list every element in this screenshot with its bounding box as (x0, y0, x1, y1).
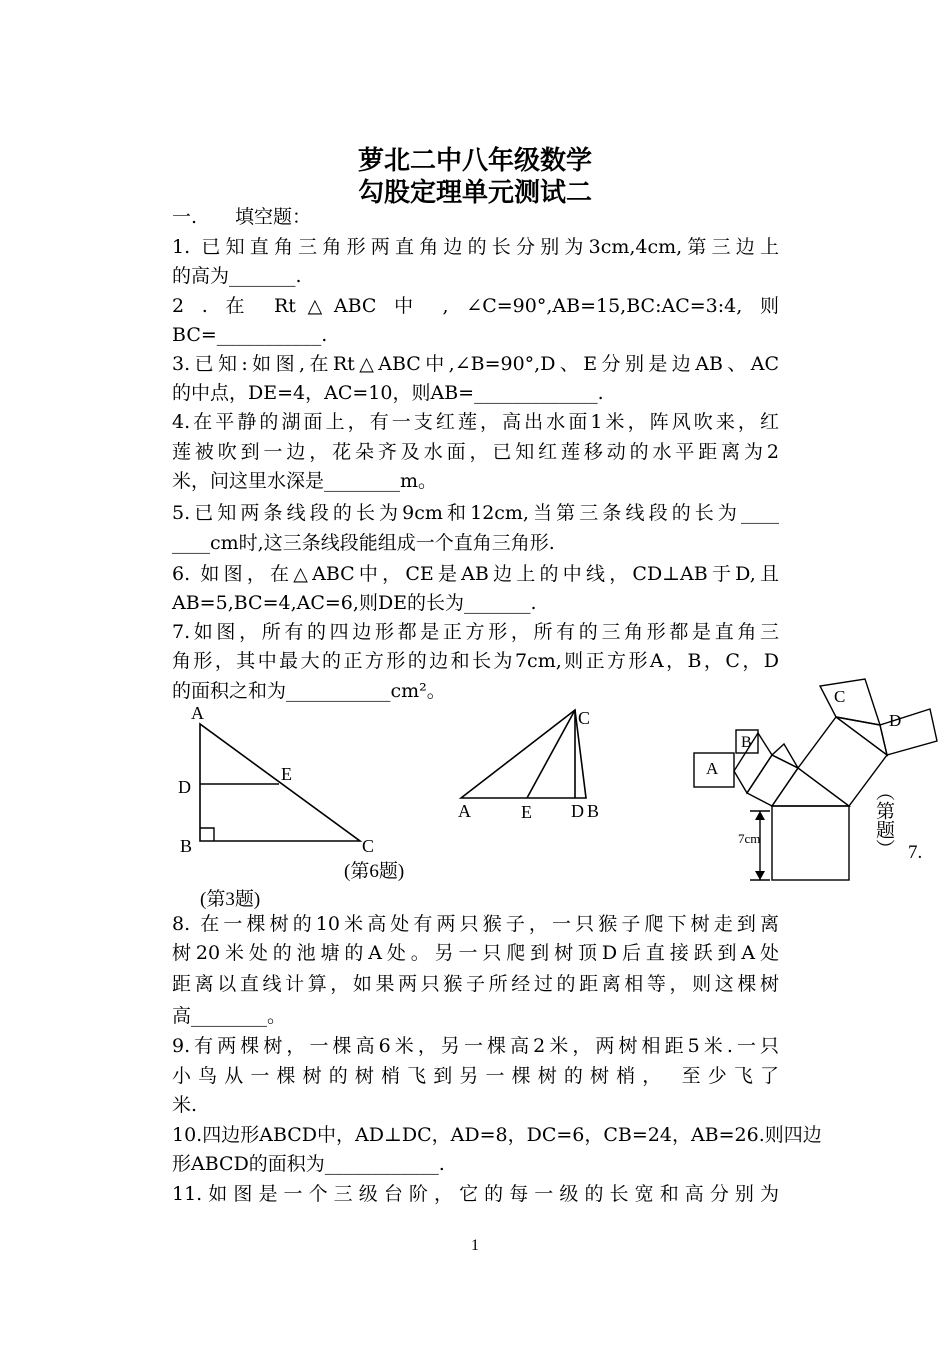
text-line: 树20米处的池塘的A处。另一只爬到树顶D后直接跃到A处 (172, 942, 779, 964)
fig6-label-d: D (571, 801, 584, 821)
fig6-caption: (第6题) (344, 861, 405, 882)
text-line: 高________。 (172, 1005, 287, 1027)
text-line: 4.在平静的湖面上，有一支红莲，高出水面1米，阵风吹来，红 (172, 411, 779, 433)
text-line: 3.已知:如图,在Rt△ABC中,∠B=90°,D、E分别是边AB、AC (172, 353, 779, 375)
text-line: 小鸟从一棵树的树梢飞到另一棵树的树梢， 至少飞了 (172, 1065, 779, 1087)
text-line: 9.有两棵树，一棵高6米，另一棵高2米，两树相距5米.一只 (172, 1035, 779, 1057)
fig7-label-c: C (834, 687, 846, 706)
fig7-dimension-label: 7cm (738, 831, 761, 846)
section-heading: 一. 填空题： (172, 206, 312, 228)
text-line: 6. 如图，在△ABC中，CE是AB边上的中线，CD⊥AB于D,且 (172, 563, 779, 585)
fig6-label-b: B (587, 801, 600, 821)
figure-problem-3 (172, 700, 412, 860)
fig3-caption: (第3题) (200, 889, 261, 910)
fig6-label-c: C (578, 708, 591, 728)
text-line: 米. (172, 1094, 198, 1116)
text-line: 7.如图，所有的四边形都是正方形，所有的三角形都是直角三 (172, 621, 779, 643)
fig3-label-d: D (178, 777, 191, 797)
text-line: 5.已知两条线段的长为9cm和12cm,当第三条线段的长为____ (172, 502, 779, 524)
fig3-label-c: C (362, 836, 375, 856)
text-line: 8. 在一棵树的10米高处有两只猴子，一只猴子爬下树走到离 (172, 913, 779, 935)
text-line: ____cm时,这三条线段能组成一个直角三角形. (172, 532, 555, 554)
text-line: 形ABCD的面积为____________. (172, 1153, 445, 1175)
document-title: 萝北二中八年级数学 (357, 146, 592, 176)
fig7-label-b: B (741, 734, 752, 751)
page-number: 1 (471, 1237, 479, 1254)
text-line: 米，问这里水深是________m。 (172, 470, 438, 492)
fig7-caption-paren: （第题） (873, 782, 895, 858)
text-line: BC=___________. (172, 324, 328, 346)
text-line: 1. 已知直角三角形两直角边的长分别为3cm,4cm,第三边上 (172, 236, 779, 258)
fig7-label-d: D (889, 711, 902, 730)
text-line: 距离以直线计算，如果两只猴子所经过的距离相等，则这棵树 (172, 973, 779, 995)
fig7-caption-number: 7. (908, 842, 923, 863)
figure-problem-7 (690, 675, 940, 885)
fig3-label-b: B (180, 836, 193, 856)
text-line: 10.四边形ABCD中，AD⊥DC，AD=8，DC=6，CB=24，AB=26.则四边 (172, 1124, 822, 1146)
text-line: 11.如图是一个三级台阶，它的每一级的长宽和高分别为 (172, 1183, 779, 1205)
text-line: 的中点，DE=4，AC=10，则AB=_____________. (172, 382, 604, 404)
fig7-label-a: A (706, 759, 719, 778)
figure-problem-6 (450, 700, 610, 830)
fig3-label-a: A (191, 703, 204, 723)
text-line: 2 . 在 Rt△ABC 中 , ∠C=90°,AB=15,BC:AC=3:4, 则 (172, 295, 779, 317)
text-line: 的面积之和为___________cm²。 (172, 680, 446, 702)
text-line: 角形，其中最大的正方形的边和长为7cm,则正方形A，B，C，D (172, 650, 779, 672)
fig6-label-a: A (458, 801, 471, 821)
text-line: 的高为_______. (172, 265, 302, 287)
text-line: 莲被吹到一边，花朵齐及水面，已知红莲移动的水平距离为2 (172, 441, 779, 463)
text-line: AB=5,BC=4,AC=6,则DE的长为_______. (172, 592, 537, 614)
document-subtitle: 勾股定理单元测试二 (357, 178, 592, 208)
fig6-label-e: E (521, 802, 532, 822)
fig3-label-e: E (281, 764, 292, 784)
